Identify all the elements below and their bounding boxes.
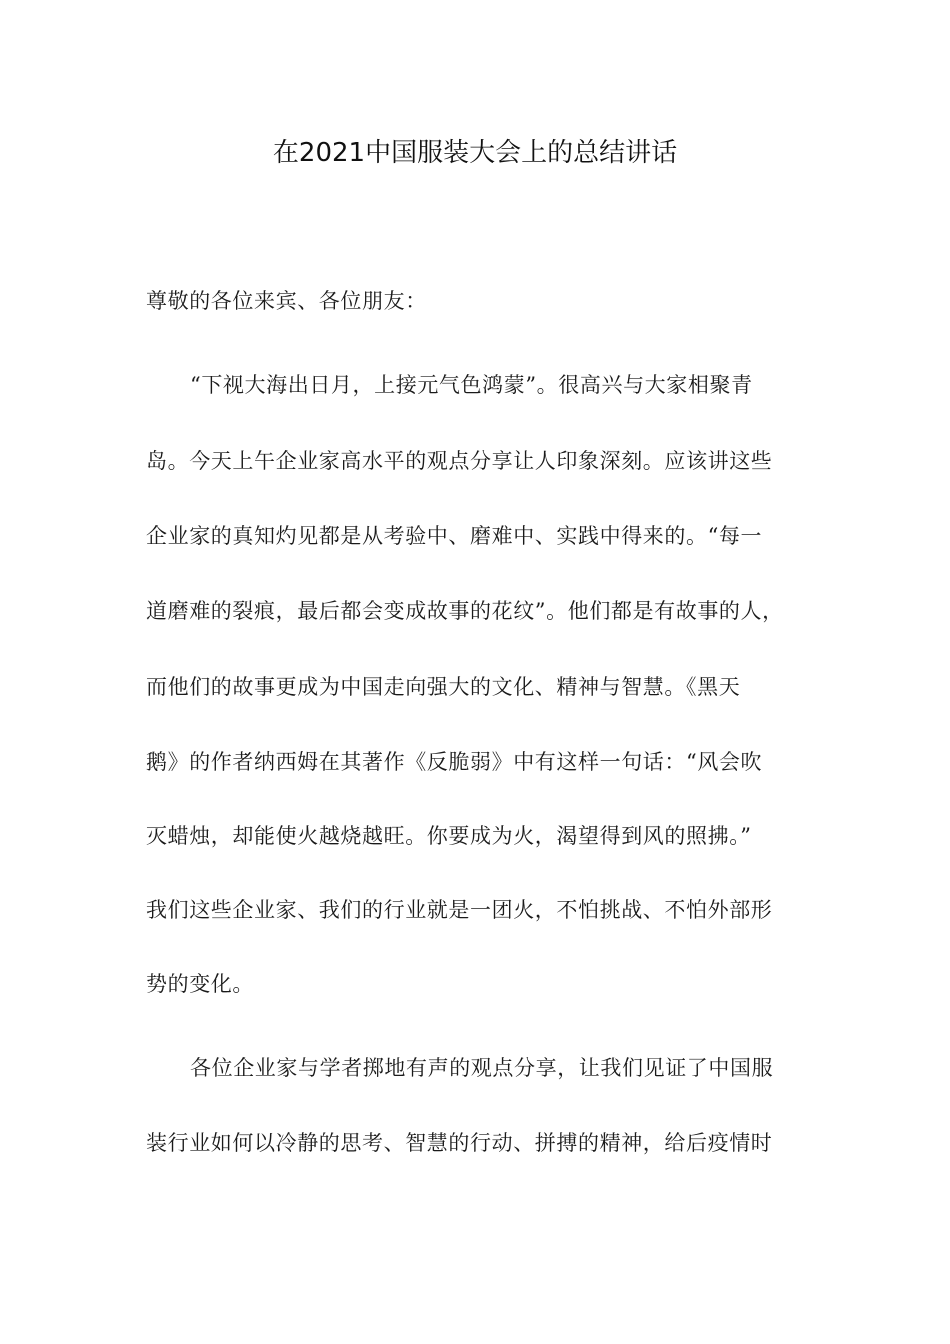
paragraph-1-line-5: 而他们的故事更成为中国走向强大的文化、精神与智慧。《黑天 (146, 675, 741, 699)
salutation: 尊敬的各位来宾、各位朋友： (146, 289, 427, 313)
paragraph-1-line-2: 岛。今天上午企业家高水平的观点分享让人印象深刻。应该讲这些 (146, 449, 773, 473)
paragraph-2-line-2: 装行业如何以冷静的思考、智慧的行动、拼搏的精神，给后疫情时 (146, 1131, 773, 1155)
paragraph-1-line-7: 灭蜡烛，却能使火越烧越旺。你要成为火，渴望得到风的照拂。” (146, 824, 752, 848)
paragraph-1-line-8: 我们这些企业家、我们的行业就是一团火，不怕挑战、不怕外部形 (146, 898, 773, 922)
paragraph-1-line-9: 势的变化。 (146, 972, 254, 996)
paragraph-1-line-3: 企业家的真知灼见都是从考验中、磨难中、实践中得来的。“每一 (146, 524, 763, 548)
paragraph-1-line-6: 鹅》的作者纳西姆在其著作《反脆弱》中有这样一句话：“风会吹 (146, 750, 763, 774)
document-title: 在2021中国服装大会上的总结讲话 (272, 138, 678, 168)
paragraph-2-line-1: 各位企业家与学者掷地有声的观点分享，让我们见证了中国服 (190, 1056, 774, 1080)
paragraph-1-line-1: “下视大海出日月，上接元气色鸿蒙”。很高兴与大家相聚青 (190, 373, 753, 397)
paragraph-1-line-4: 道磨难的裂痕，最后都会变成故事的花纹”。他们都是有故事的人， (146, 599, 784, 623)
